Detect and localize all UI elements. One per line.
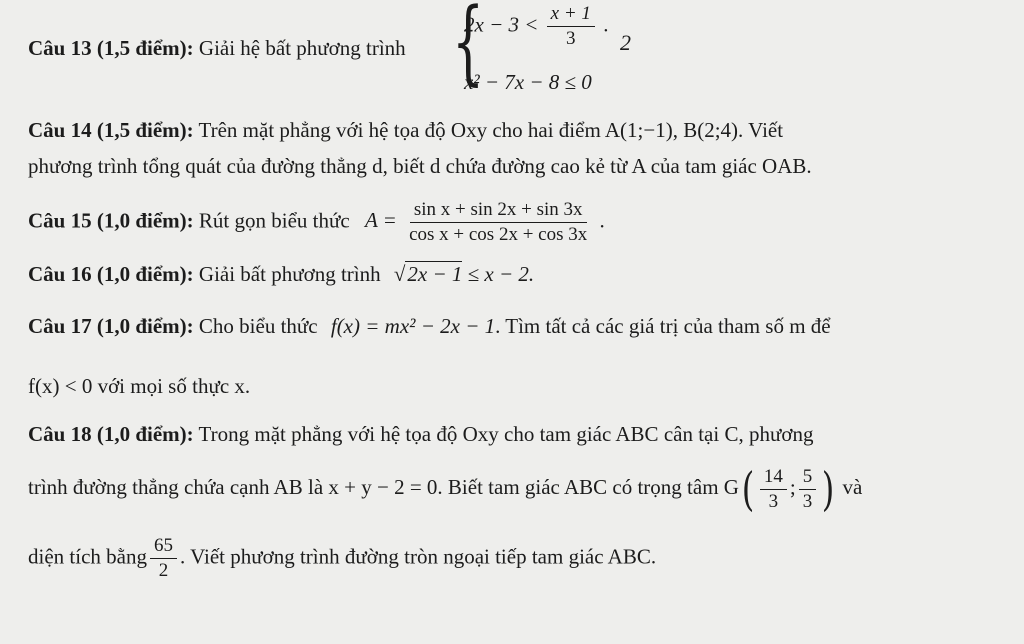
area-fraction: $\frac{65}{2}$ — [150, 536, 177, 581]
question-18-line2: trình đường thẳng chứa cạnh AB là x + y − 2 = 0. Biết tam giác ABC có trọng tâm G( $\frac{14}{3}$ ; $\frac{5}{3}$ ) và — [28, 462, 863, 516]
q17-label: Câu 17 (1,0 điểm): — [28, 314, 194, 338]
q15-fraction: $\frac{\text{sin x + sin 2x + sin 3x}}{\text{cos x + cos 2x + cos 3x}}$ — [409, 199, 588, 245]
sqrt-sign: √ — [393, 262, 406, 286]
question-18-line3: diện tích bằng $\frac{65}{2}$ . Viết phương trình đường tròn ngoại tiếp tam giác ABC. — [28, 535, 657, 581]
q14-label: Câu 14 (1,5 điểm): — [28, 118, 194, 142]
question-17-line2: f(x) < 0 với mọi số thực x. — [28, 374, 251, 398]
g-fraction-1: $\frac{14}{3}$ — [760, 467, 787, 512]
question-16 — [28, 262, 1004, 287]
q13-fraction: $\frac{x + 1}{3}$ — [547, 4, 595, 49]
q18-label: Câu 18 (1,0 điểm): — [28, 422, 194, 446]
q16-rest: ≤ x − 2. — [467, 262, 535, 286]
g-fraction-2: $\frac{5}{3}$ — [799, 467, 817, 512]
q16-text: Giải bất phương trình — [198, 262, 381, 286]
question-18 — [28, 422, 1004, 447]
handwritten-mark: 2 — [620, 30, 631, 55]
q15-text: Rút gọn biểu thức — [198, 208, 350, 233]
system-brace: { — [452, 0, 485, 95]
q16-radicand: 2x − 1 — [407, 262, 463, 286]
q13-inequality-1: 2x − 3 < $\frac{x + 1}{3}$ . — [464, 3, 609, 49]
q13-inequality-2: x² − 7x − 8 ≤ 0 — [464, 70, 592, 94]
question-14-line2: phương trình tổng quát của đường thẳng d, biết d chứa đường cao kẻ từ A của tam giác OAB. — [28, 154, 812, 178]
question-15: Câu 15 (1,0 điểm): Rút gọn biểu thức A = $\frac{\text{sin x + sin 2x + sin 3x}}{\text{cos x + cos 2x + cos 3x}}$ . — [28, 199, 605, 245]
q17-text2: . Tìm tất cả các giá trị của tham số m để — [495, 314, 831, 338]
q15-label: Câu 15 (1,0 điểm): — [28, 208, 194, 233]
q13-label: Câu 13 (1,5 điểm): — [28, 36, 194, 60]
question-14 — [28, 118, 1004, 143]
q18-line1: Trong mặt phẳng với hệ tọa độ Oxy cho tam giác ABC cân tại C, phương — [198, 422, 814, 446]
q13-system — [452, 2, 632, 100]
q13-text: Giải hệ bất phương trình — [198, 36, 406, 60]
q17-expr: f(x) = mx² − 2x − 1 — [330, 314, 496, 338]
q17-text: Cho biểu thức — [198, 314, 318, 338]
question-17 — [28, 314, 1004, 339]
q14-line1: Trên mặt phẳng với hệ tọa độ Oxy cho hai điểm A(1;−1), B(2;4). Viết — [198, 118, 784, 142]
q16-label: Câu 16 (1,0 điểm): — [28, 262, 194, 286]
